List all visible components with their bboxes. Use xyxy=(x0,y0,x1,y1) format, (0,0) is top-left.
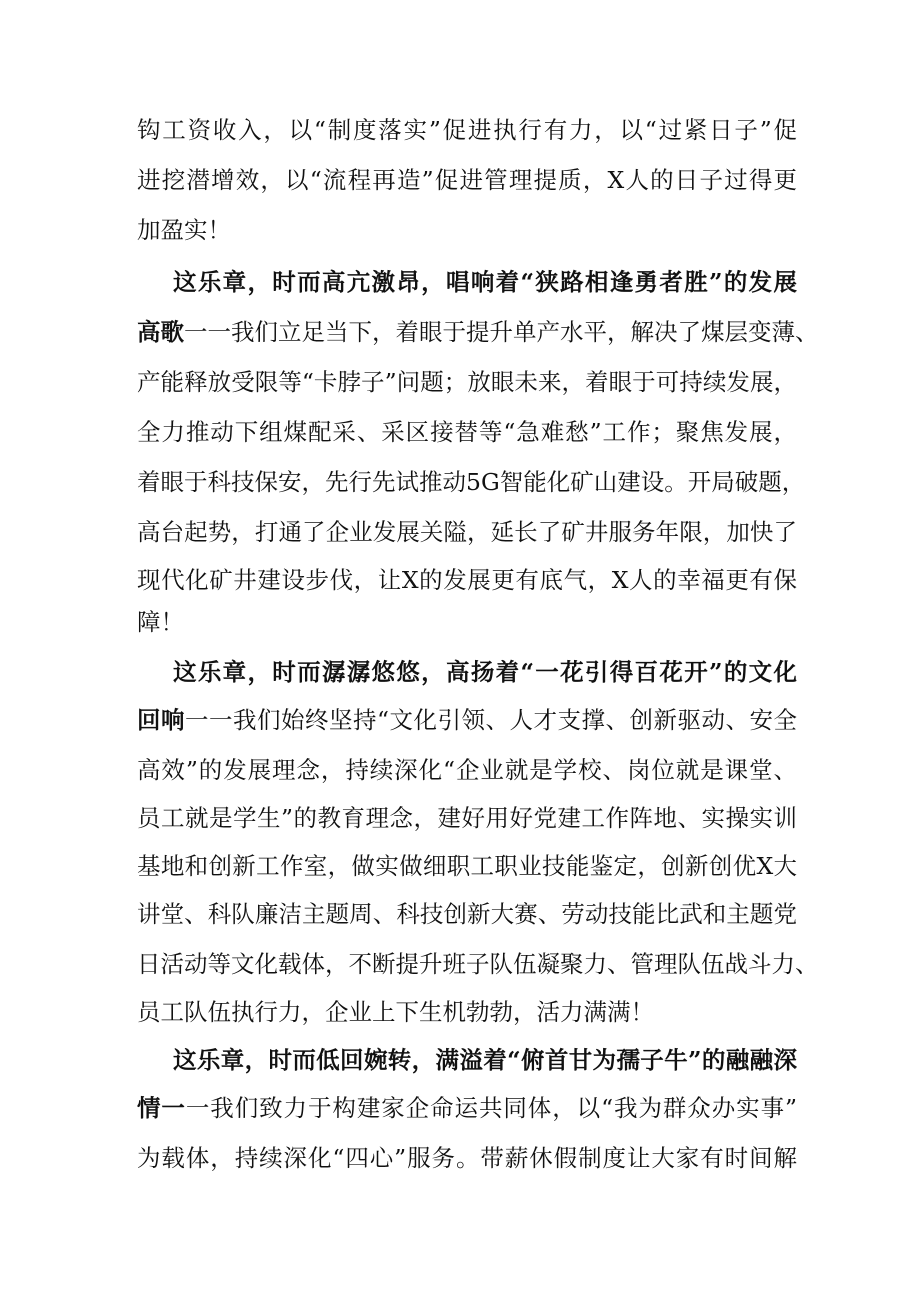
text-line: 着眼于科技保安，先行先试推动5G智能化矿山建设。开局破题， xyxy=(137,468,806,496)
text-line: 高效”的发展理念，持续深化“企业就是学校、岗位就是课堂、 xyxy=(137,756,797,784)
text-line: 日活动等文化载体，不断提升班子队伍凝聚力、管理队伍战斗力、 xyxy=(137,950,819,978)
text-line: 产能释放受限等“卡脖子”问题；放眼未来，着眼于可持续发展， xyxy=(137,368,797,396)
text-line: 现代化矿井建设步伐，让X的发展更有底气，X人的幸福更有保 xyxy=(137,566,797,594)
text-line: 讲堂、科队廉洁主题周、科技创新大赛、劳动技能比武和主题党 xyxy=(137,900,797,928)
text-line: 为载体，持续深化“四心”服务。带薪休假制度让大家有时间解 xyxy=(137,1144,797,1172)
text-line: 员工队伍执行力，企业上下生机勃勃，活力满满！ xyxy=(137,998,654,1026)
text-line: 高歌一一我们立足当下，着眼于提升单产水平，解决了煤层变薄、 xyxy=(137,318,819,346)
text-line: 高台起势，打通了企业发展关隘，延长了矿井服务年限，加快了 xyxy=(137,518,797,546)
text-line: 情一一我们致力于构建家企命运共同体，以“我为群众办实事” xyxy=(137,1094,798,1122)
text-line: 进挖潜增效，以“流程再造”促进管理提质，X人的日子过得更 xyxy=(137,166,797,194)
paragraph-heading-line: 这乐章，时而潺潺悠悠，高扬着“一花引得百花开”的文化 xyxy=(173,658,797,686)
paragraph-heading-line: 这乐章，时而低回婉转，满溢着“俯首甘为孺子牛”的融融深 xyxy=(173,1046,797,1074)
text-line: 加盈实！ xyxy=(137,216,231,244)
text-line: 障！ xyxy=(137,608,184,636)
text-line: 员工就是学生”的教育理念，建好用好党建工作阵地、实操实训 xyxy=(137,804,797,832)
paragraph-heading-line: 这乐章，时而高亢激昂，唱响着“狭路相逢勇者胜”的发展 xyxy=(173,268,797,296)
text-line: 回响一一我们始终坚持“文化引领、人才支撑、创新驱动、安全 xyxy=(137,706,797,734)
text-line: 基地和创新工作室，做实做细职工职业技能鉴定，创新创优X大 xyxy=(137,852,797,880)
text-line: 钩工资收入，以“制度落实”促进执行有力，以“过紧日子”促 xyxy=(137,116,797,144)
text-line: 全力推动下组煤配采、采区接替等“急难愁”工作；聚焦发展， xyxy=(137,418,797,446)
